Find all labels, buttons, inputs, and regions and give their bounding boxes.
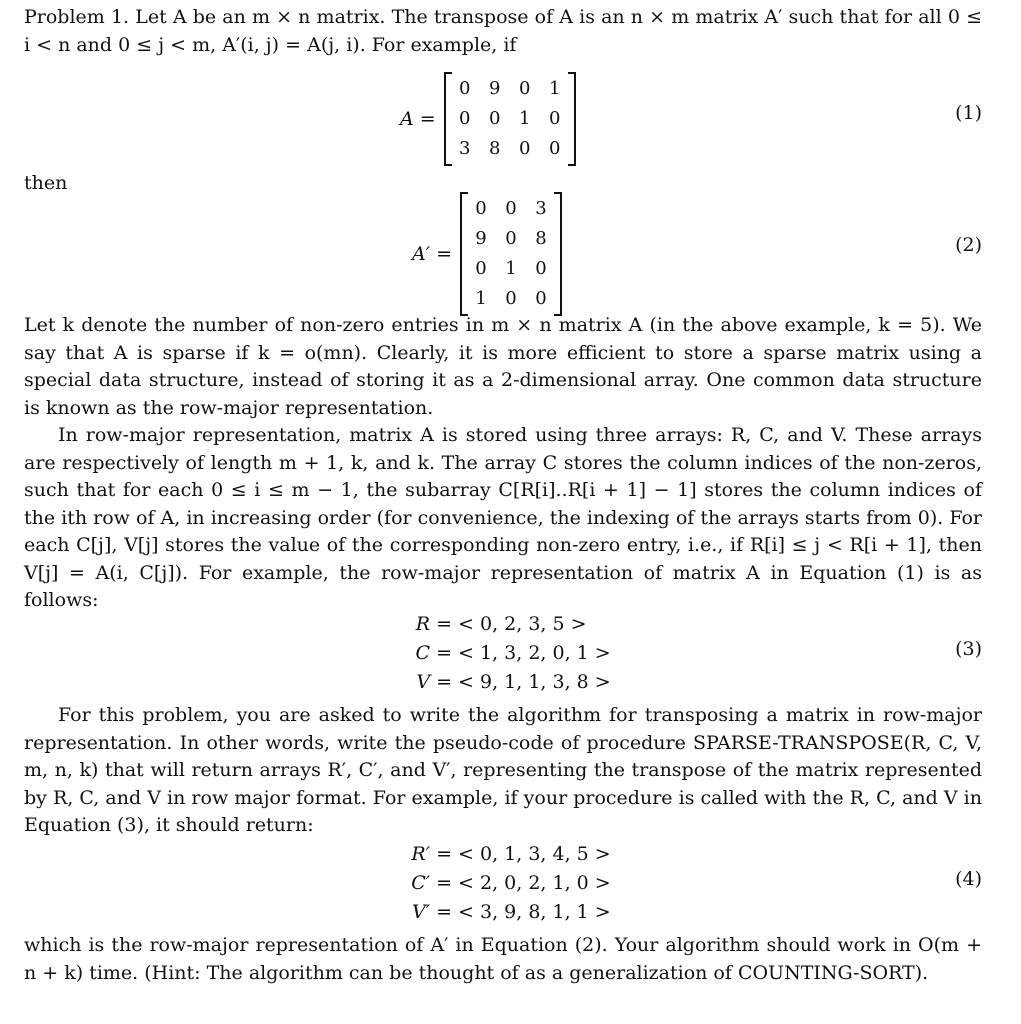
array-value: < 3, 9, 8, 1, 1 >	[452, 901, 611, 923]
task-text: For this problem, you are asked to write the algorithm for transposing a matrix in row-major representation. In other words, write the pseudo-code of procedure SPARSE-TRANSPOSE(R, C, V, m, n, k) that will return arrays R′, C′, and V′, representing the transpose of the matrix represented by R, C, and V in row major format. For example, if your procedure is called with the R, C, and V in Equation (3), it should return:	[24, 704, 982, 836]
array-line	[396, 639, 611, 668]
matrix-cell: 9	[488, 78, 501, 99]
matrix-cell: 0	[535, 258, 547, 279]
matrix-a-transpose-lhs: A′ =	[412, 243, 452, 265]
array-value: < 0, 1, 3, 4, 5 >	[452, 843, 611, 865]
matrix-cell: 0	[505, 288, 517, 309]
array-line	[396, 898, 611, 927]
array-line	[396, 869, 611, 898]
matrix-cell: 9	[475, 228, 487, 249]
paragraph-sparse-definition	[24, 312, 982, 422]
paragraph-task	[24, 702, 982, 840]
matrix-cell: 0	[488, 108, 501, 129]
array-lhs: R′ =	[411, 843, 452, 865]
equation-4	[24, 840, 982, 930]
equation-1	[24, 72, 982, 160]
array-value: < 9, 1, 1, 3, 8 >	[452, 671, 611, 693]
matrix-a-lhs: A =	[400, 108, 436, 130]
sparse-definition-text: Let k denote the number of non-zero entries in m × n matrix A (in the above example, k = 5). We say that A is sparse if k = o(mn). Clearly, it is more efficient to store a sparse matrix using a special data structure, instead of storing it as a 2-dimensional array. One common data structure is known as the row-major representation.	[24, 314, 982, 419]
array-value: < 1, 3, 2, 0, 1 >	[452, 642, 611, 664]
row-major-text: In row-major representation, matrix A is stored using three arrays: R, C, and V. These arrays are respectively of length m + 1, k, and k. The array C stores the column indices of the non-zeros, such that for each 0 ≤ i ≤ m − 1, the subarray C[R[i]..R[i + 1] − 1] stores the column indices of the ith row of A, in increasing order (for convenience, the indexing of the arrays starts from 0). For each C[j], V[j] stores the value of the corresponding non-zero entry, i.e., if R[i] ≤ j < R[i + 1], then V[j] = A(i, C[j]). For example, the row-major representation of matrix A in Equation (1) is as follows:	[24, 424, 982, 611]
matrix-cell: 0	[505, 198, 517, 219]
equation-3-lines	[396, 610, 611, 697]
array-value: < 0, 2, 3, 5 >	[452, 613, 587, 635]
paragraph-conclusion	[24, 932, 982, 987]
matrix-cell: 1	[505, 258, 517, 279]
equation-4-lines	[396, 840, 611, 927]
equation-3	[24, 610, 982, 700]
matrix-cell: 0	[458, 78, 471, 99]
matrix-cell: 0	[505, 228, 517, 249]
matrix-a	[444, 72, 576, 166]
array-lhs: C =	[415, 642, 452, 664]
paragraph-row-major	[24, 422, 982, 615]
matrix-cell: 0	[475, 258, 487, 279]
then-text: then	[24, 172, 68, 194]
equation-1-label: (1)	[955, 102, 982, 124]
array-lhs: R =	[415, 613, 452, 635]
matrix-cell: 0	[518, 78, 531, 99]
matrix-a-transpose	[460, 192, 562, 316]
problem-text: Problem 1. Let A be an m × n matrix. The transpose of A is an n × m matrix A′ such that for all 0 ≤ i < n and 0 ≤ j < m, A′(i, j) = A(j, i). For example, if	[24, 6, 982, 56]
equation-2-label: (2)	[955, 234, 982, 256]
array-lhs: V =	[416, 671, 452, 693]
array-value: < 2, 0, 2, 1, 0 >	[452, 872, 611, 894]
matrix-cell: 1	[518, 108, 531, 129]
matrix-cell: 8	[488, 138, 501, 159]
matrix-cell: 1	[548, 78, 561, 99]
matrix-cell: 0	[475, 198, 487, 219]
matrix-cell: 0	[548, 108, 561, 129]
array-lhs: V′ =	[412, 901, 452, 923]
equation-2	[24, 192, 982, 309]
matrix-cell: 3	[458, 138, 471, 159]
matrix-cell: 3	[535, 198, 547, 219]
array-line	[396, 668, 611, 697]
conclusion-text: which is the row-major representation of A′ in Equation (2). Your algorithm should work in O(m + n + k) time. (Hint: The algorithm can be thought of as a generalization of COUNTING-SORT).	[24, 934, 982, 984]
array-lhs: C′ =	[411, 872, 452, 894]
matrix-cell: 1	[475, 288, 487, 309]
paragraph-problem-statement	[24, 4, 982, 59]
matrix-cell: 0	[535, 288, 547, 309]
matrix-cell: 0	[548, 138, 561, 159]
equation-4-label: (4)	[955, 868, 982, 890]
array-line	[396, 840, 611, 869]
array-line	[396, 610, 611, 639]
equation-3-label: (3)	[955, 638, 982, 660]
matrix-cell: 0	[518, 138, 531, 159]
matrix-cell: 8	[535, 228, 547, 249]
matrix-cell: 0	[458, 108, 471, 129]
